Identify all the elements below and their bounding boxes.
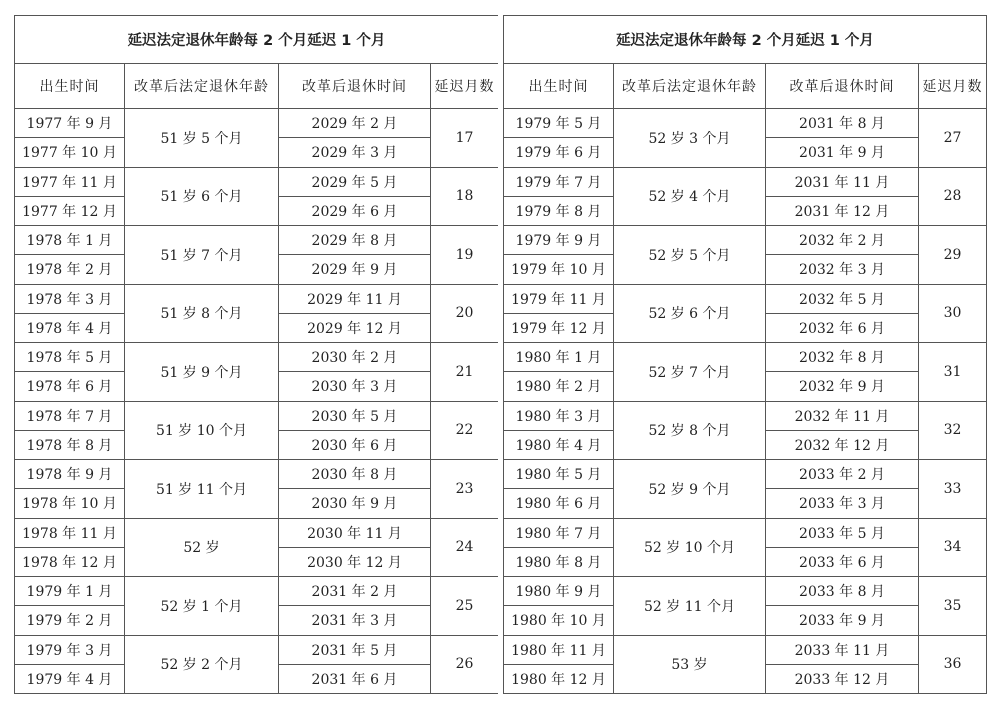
birth-time-cell: 1978 年 2 月 bbox=[15, 255, 125, 284]
header-birth-time: 出生时间 bbox=[15, 64, 125, 109]
statutory-age-cell: 51 岁 7 个月 bbox=[125, 226, 279, 285]
birth-time-cell: 1978 年 5 月 bbox=[15, 343, 125, 372]
retire-time-cell: 2030 年 11 月 bbox=[279, 518, 431, 547]
retire-time-cell: 2033 年 12 月 bbox=[766, 664, 919, 693]
retire-time-cell: 2032 年 9 月 bbox=[766, 372, 919, 401]
retire-time-cell: 2031 年 11 月 bbox=[766, 167, 919, 196]
birth-time-cell: 1978 年 9 月 bbox=[15, 460, 125, 489]
birth-time-cell: 1980 年 1 月 bbox=[504, 343, 614, 372]
birth-time-cell: 1980 年 2 月 bbox=[504, 372, 614, 401]
retire-time-cell: 2032 年 12 月 bbox=[766, 430, 919, 459]
retire-time-cell: 2029 年 11 月 bbox=[279, 284, 431, 313]
header-retire-time: 改革后退休时间 bbox=[279, 64, 431, 109]
delay-months-cell: 26 bbox=[431, 635, 499, 694]
table-row bbox=[15, 635, 499, 664]
table-row bbox=[15, 460, 499, 489]
delay-months-cell: 33 bbox=[919, 460, 987, 519]
delay-months-cell: 17 bbox=[431, 109, 499, 168]
statutory-age-cell: 52 岁 6 个月 bbox=[614, 284, 766, 343]
table-row bbox=[504, 167, 987, 196]
retire-time-cell: 2030 年 9 月 bbox=[279, 489, 431, 518]
table-title: 延迟法定退休年龄每 2 个月延迟 1 个月 bbox=[15, 16, 499, 64]
statutory-age-cell: 52 岁 2 个月 bbox=[125, 635, 279, 694]
birth-time-cell: 1979 年 6 月 bbox=[504, 138, 614, 167]
retire-time-cell: 2032 年 6 月 bbox=[766, 313, 919, 342]
left-table-panel bbox=[14, 15, 498, 694]
delay-months-cell: 20 bbox=[431, 284, 499, 343]
table-title-row bbox=[504, 16, 987, 64]
birth-time-cell: 1980 年 4 月 bbox=[504, 430, 614, 459]
birth-time-cell: 1980 年 3 月 bbox=[504, 401, 614, 430]
birth-time-cell: 1979 年 12 月 bbox=[504, 313, 614, 342]
table-row bbox=[504, 284, 987, 313]
delay-months-cell: 32 bbox=[919, 401, 987, 460]
table-row bbox=[504, 577, 987, 606]
retire-time-cell: 2029 年 9 月 bbox=[279, 255, 431, 284]
statutory-age-cell: 52 岁 8 个月 bbox=[614, 401, 766, 460]
header-statutory-age: 改革后法定退休年龄 bbox=[614, 64, 766, 109]
header-delay-months: 延迟月数 bbox=[431, 64, 499, 109]
retire-time-cell: 2029 年 3 月 bbox=[279, 138, 431, 167]
birth-time-cell: 1980 年 8 月 bbox=[504, 547, 614, 576]
statutory-age-cell: 52 岁 5 个月 bbox=[614, 226, 766, 285]
retire-time-cell: 2033 年 5 月 bbox=[766, 518, 919, 547]
statutory-age-cell: 51 岁 11 个月 bbox=[125, 460, 279, 519]
table-title: 延迟法定退休年龄每 2 个月延迟 1 个月 bbox=[504, 16, 987, 64]
retire-time-cell: 2031 年 9 月 bbox=[766, 138, 919, 167]
retire-time-cell: 2030 年 6 月 bbox=[279, 430, 431, 459]
retire-time-cell: 2032 年 5 月 bbox=[766, 284, 919, 313]
table-row bbox=[15, 577, 499, 606]
table-row bbox=[15, 284, 499, 313]
table-row bbox=[504, 343, 987, 372]
header-statutory-age: 改革后法定退休年龄 bbox=[125, 64, 279, 109]
birth-time-cell: 1980 年 9 月 bbox=[504, 577, 614, 606]
birth-time-cell: 1978 年 1 月 bbox=[15, 226, 125, 255]
delay-months-cell: 24 bbox=[431, 518, 499, 577]
birth-time-cell: 1979 年 11 月 bbox=[504, 284, 614, 313]
birth-time-cell: 1978 年 7 月 bbox=[15, 401, 125, 430]
retire-time-cell: 2033 年 6 月 bbox=[766, 547, 919, 576]
birth-time-cell: 1978 年 3 月 bbox=[15, 284, 125, 313]
delay-months-cell: 25 bbox=[431, 577, 499, 636]
delay-months-cell: 27 bbox=[919, 109, 987, 168]
delay-months-cell: 22 bbox=[431, 401, 499, 460]
birth-time-cell: 1977 年 9 月 bbox=[15, 109, 125, 138]
birth-time-cell: 1977 年 11 月 bbox=[15, 167, 125, 196]
retire-time-cell: 2033 年 11 月 bbox=[766, 635, 919, 664]
statutory-age-cell: 51 岁 10 个月 bbox=[125, 401, 279, 460]
birth-time-cell: 1980 年 5 月 bbox=[504, 460, 614, 489]
retire-time-cell: 2030 年 12 月 bbox=[279, 547, 431, 576]
statutory-age-cell: 51 岁 5 个月 bbox=[125, 109, 279, 168]
birth-time-cell: 1978 年 10 月 bbox=[15, 489, 125, 518]
birth-time-cell: 1978 年 12 月 bbox=[15, 547, 125, 576]
birth-time-cell: 1980 年 10 月 bbox=[504, 606, 614, 635]
birth-time-cell: 1979 年 8 月 bbox=[504, 196, 614, 225]
table-row bbox=[504, 401, 987, 430]
delay-months-cell: 28 bbox=[919, 167, 987, 226]
birth-time-cell: 1978 年 11 月 bbox=[15, 518, 125, 547]
delay-months-cell: 35 bbox=[919, 577, 987, 636]
header-delay-months: 延迟月数 bbox=[919, 64, 987, 109]
statutory-age-cell: 52 岁 7 个月 bbox=[614, 343, 766, 402]
table-row bbox=[504, 226, 987, 255]
header-birth-time: 出生时间 bbox=[504, 64, 614, 109]
table-title-row bbox=[15, 16, 499, 64]
delay-months-cell: 23 bbox=[431, 460, 499, 519]
retire-time-cell: 2029 年 8 月 bbox=[279, 226, 431, 255]
birth-time-cell: 1979 年 4 月 bbox=[15, 664, 125, 693]
birth-time-cell: 1979 年 1 月 bbox=[15, 577, 125, 606]
delay-months-cell: 36 bbox=[919, 635, 987, 694]
statutory-age-cell: 53 岁 bbox=[614, 635, 766, 694]
birth-time-cell: 1979 年 9 月 bbox=[504, 226, 614, 255]
birth-time-cell: 1979 年 10 月 bbox=[504, 255, 614, 284]
table-header-row bbox=[504, 64, 987, 109]
table-header-row bbox=[15, 64, 499, 109]
retire-time-cell: 2030 年 3 月 bbox=[279, 372, 431, 401]
retirement-delay-table bbox=[14, 15, 499, 694]
birth-time-cell: 1979 年 3 月 bbox=[15, 635, 125, 664]
birth-time-cell: 1980 年 12 月 bbox=[504, 664, 614, 693]
retire-time-cell: 2031 年 3 月 bbox=[279, 606, 431, 635]
birth-time-cell: 1979 年 5 月 bbox=[504, 109, 614, 138]
retire-time-cell: 2031 年 6 月 bbox=[279, 664, 431, 693]
statutory-age-cell: 51 岁 8 个月 bbox=[125, 284, 279, 343]
delay-months-cell: 29 bbox=[919, 226, 987, 285]
table-row bbox=[504, 518, 987, 547]
birth-time-cell: 1977 年 12 月 bbox=[15, 196, 125, 225]
retire-time-cell: 2033 年 9 月 bbox=[766, 606, 919, 635]
right-table-panel bbox=[503, 15, 986, 694]
birth-time-cell: 1980 年 6 月 bbox=[504, 489, 614, 518]
retire-time-cell: 2029 年 12 月 bbox=[279, 313, 431, 342]
retirement-delay-table bbox=[503, 15, 987, 694]
retire-time-cell: 2029 年 2 月 bbox=[279, 109, 431, 138]
table-row bbox=[15, 401, 499, 430]
retire-time-cell: 2033 年 2 月 bbox=[766, 460, 919, 489]
table-row bbox=[504, 635, 987, 664]
statutory-age-cell: 51 岁 6 个月 bbox=[125, 167, 279, 226]
retire-time-cell: 2033 年 3 月 bbox=[766, 489, 919, 518]
birth-time-cell: 1978 年 8 月 bbox=[15, 430, 125, 459]
birth-time-cell: 1978 年 6 月 bbox=[15, 372, 125, 401]
table-row bbox=[504, 109, 987, 138]
header-retire-time: 改革后退休时间 bbox=[766, 64, 919, 109]
retire-time-cell: 2029 年 5 月 bbox=[279, 167, 431, 196]
statutory-age-cell: 52 岁 1 个月 bbox=[125, 577, 279, 636]
statutory-age-cell: 52 岁 11 个月 bbox=[614, 577, 766, 636]
birth-time-cell: 1977 年 10 月 bbox=[15, 138, 125, 167]
delay-months-cell: 19 bbox=[431, 226, 499, 285]
table-row bbox=[15, 518, 499, 547]
delay-months-cell: 34 bbox=[919, 518, 987, 577]
delay-months-cell: 30 bbox=[919, 284, 987, 343]
retire-time-cell: 2031 年 2 月 bbox=[279, 577, 431, 606]
retire-time-cell: 2032 年 8 月 bbox=[766, 343, 919, 372]
birth-time-cell: 1980 年 7 月 bbox=[504, 518, 614, 547]
delay-months-cell: 18 bbox=[431, 167, 499, 226]
birth-time-cell: 1980 年 11 月 bbox=[504, 635, 614, 664]
birth-time-cell: 1978 年 4 月 bbox=[15, 313, 125, 342]
table-row bbox=[15, 109, 499, 138]
delay-months-cell: 31 bbox=[919, 343, 987, 402]
retire-time-cell: 2031 年 5 月 bbox=[279, 635, 431, 664]
retire-time-cell: 2031 年 12 月 bbox=[766, 196, 919, 225]
table-row bbox=[504, 460, 987, 489]
delay-months-cell: 21 bbox=[431, 343, 499, 402]
retire-time-cell: 2031 年 8 月 bbox=[766, 109, 919, 138]
statutory-age-cell: 52 岁 10 个月 bbox=[614, 518, 766, 577]
retire-time-cell: 2030 年 2 月 bbox=[279, 343, 431, 372]
retire-time-cell: 2030 年 8 月 bbox=[279, 460, 431, 489]
retire-time-cell: 2029 年 6 月 bbox=[279, 196, 431, 225]
birth-time-cell: 1979 年 2 月 bbox=[15, 606, 125, 635]
statutory-age-cell: 52 岁 bbox=[125, 518, 279, 577]
retire-time-cell: 2032 年 3 月 bbox=[766, 255, 919, 284]
birth-time-cell: 1979 年 7 月 bbox=[504, 167, 614, 196]
table-row bbox=[15, 167, 499, 196]
table-row bbox=[15, 226, 499, 255]
retire-time-cell: 2032 年 11 月 bbox=[766, 401, 919, 430]
statutory-age-cell: 52 岁 3 个月 bbox=[614, 109, 766, 168]
retire-time-cell: 2032 年 2 月 bbox=[766, 226, 919, 255]
statutory-age-cell: 51 岁 9 个月 bbox=[125, 343, 279, 402]
table-row bbox=[15, 343, 499, 372]
retire-time-cell: 2030 年 5 月 bbox=[279, 401, 431, 430]
statutory-age-cell: 52 岁 4 个月 bbox=[614, 167, 766, 226]
statutory-age-cell: 52 岁 9 个月 bbox=[614, 460, 766, 519]
retire-time-cell: 2033 年 8 月 bbox=[766, 577, 919, 606]
